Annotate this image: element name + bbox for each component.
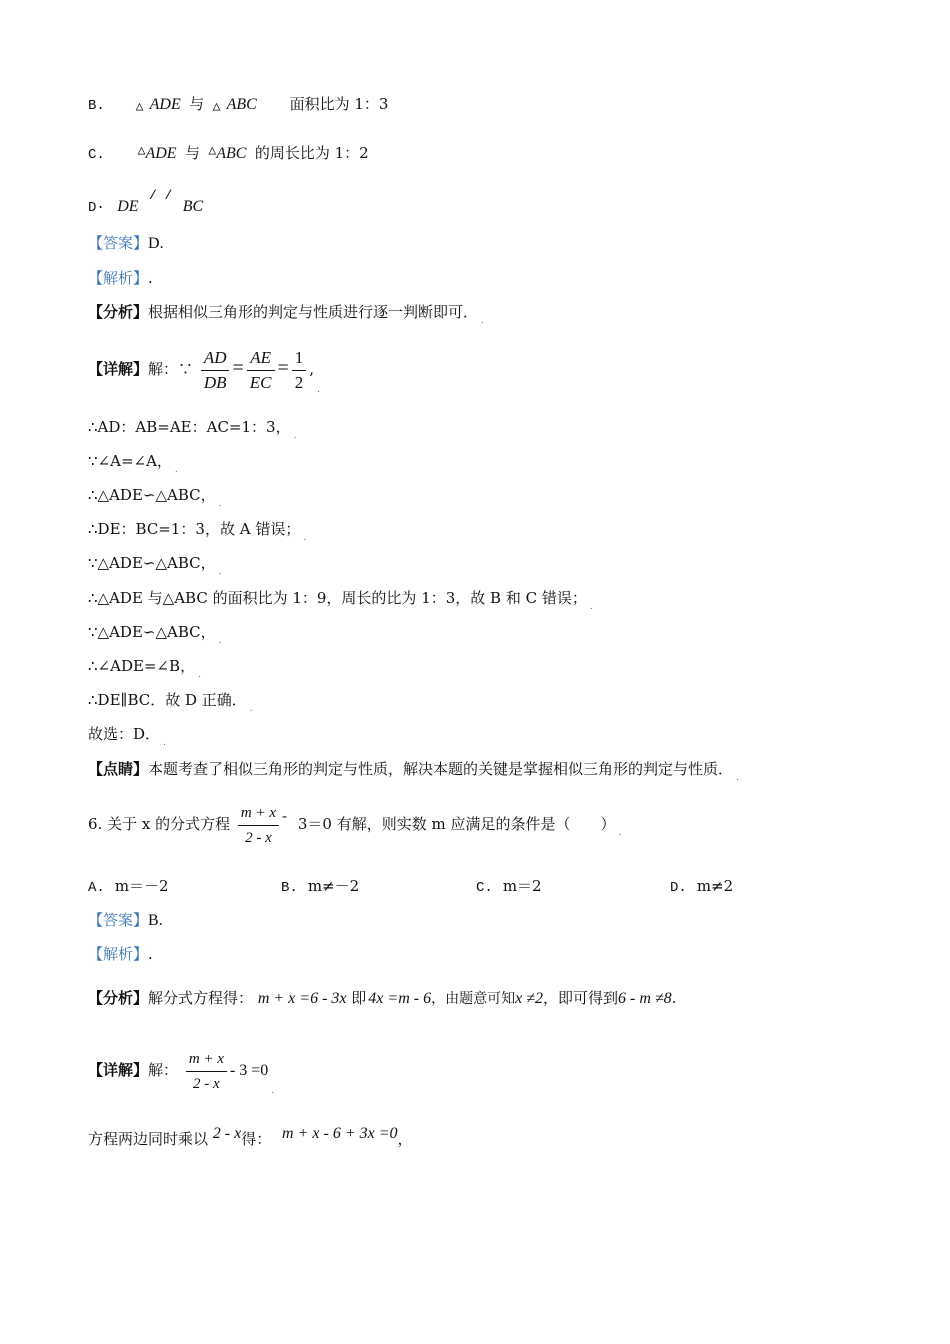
jiexi-tail: . [148,945,153,963]
answer-value: B. [148,912,163,929]
tri-label: ADE [145,145,177,162]
step-text: ∴△ADE∽△ABC， [88,486,216,504]
jiexi-tail: . [148,269,153,287]
triangle-icon: △ [208,143,217,158]
xiangjie-text: 解：∵ [148,360,194,378]
math-expr: 4x =m - 6 [368,990,432,1007]
q6-multiply-line [88,1124,413,1149]
para-mark: . [481,316,484,326]
math-expr: 6 - m ≠8 [617,990,672,1007]
para-mark: . [174,465,178,475]
q5-step-3 [88,485,221,514]
option-text: 的周长比为 1：2 [254,144,369,162]
q5-step-5 [88,553,221,582]
frac-den: DB [203,372,227,392]
segment-bc: BC [182,198,204,215]
para-mark: . [736,773,739,783]
option-letter: C. [476,880,493,896]
jiexi-label: 【解析】 [88,945,149,963]
equation-tail: - 3 =0 [229,1062,269,1079]
fraction-m-plus-x [238,801,279,850]
q6-option-d [670,876,733,898]
connector-text: 与 [184,144,200,162]
q5-xiangjie [88,343,320,415]
fraction-one-half [292,346,307,395]
para-mark: . [271,1086,275,1096]
para-mark: . [218,499,222,509]
minus: - [281,807,288,825]
triangle-icon: △ [137,143,146,158]
option-letter: D. [670,880,687,896]
q6-answer [88,910,163,931]
fraction-ae-ec [247,346,275,395]
fraction-ad-db [201,346,230,395]
frac-num: m + x [238,801,279,826]
fenxi-mid3: ，即可得到 [542,989,618,1007]
tri-label: ABC [226,96,257,113]
connector-text: 与 [189,95,205,113]
math-expr: x ≠2 [515,990,543,1007]
tri-label: ABC [216,145,247,162]
q5-dianjing [88,759,739,788]
para-mark: . [317,385,320,395]
fenxi-mid1: 即 [351,989,367,1007]
fenxi-mid2: ，由题意可知 [431,991,516,1007]
comma: , [309,360,315,378]
step-text: ∴AD：AB=AE：AC=1：3， [88,418,291,436]
q5-jiexi [88,268,153,288]
stem-pre: 6. 关于 x 的分式方程 [88,815,231,833]
fenxi-end: . [671,989,677,1007]
frac-num: 1 [292,346,307,371]
q5-step-6 [88,588,593,617]
para-mark: . [218,636,222,646]
step-text: ∴DE∥BC．故 D 正确． [88,691,247,709]
step-text: ∵△ADE∽△ABC， [88,554,216,572]
option-c-prev [88,141,369,165]
option-b-prev: B. △ ADE 与 △ ABC 面积比为 1：3 [88,95,389,114]
parallel-symbol: / / [148,188,173,203]
q5-step-4 [88,519,306,548]
q6-jiexi [88,944,153,964]
frac-den: 2 [294,372,304,392]
q5-step-2 [88,451,178,480]
last-end: ， [397,1130,413,1148]
step-text: ∵△ADE∽△ABC， [88,623,216,641]
fenxi-text: 根据相似三角形的判定与性质进行逐一判断即可． [148,303,479,321]
equals: = [232,357,244,379]
para-mark: . [163,738,166,748]
xiangjie-label: 【详解】 [88,360,149,378]
option-text: m≠－2 [307,877,360,895]
para-mark: . [293,431,297,441]
math-expr: m + x =6 - 3x [257,990,347,1007]
q6-option-a [88,876,169,898]
jiexi-label: 【解析】 [88,269,149,287]
q6-option-c [476,876,542,898]
math-expr: 2 - x [212,1125,242,1142]
frac-den: EC [249,372,272,392]
option-letter: C. [88,147,105,163]
fenxi-pre: 解分式方程得： [148,989,254,1007]
dianjing-text: 本题考查了相似三角形的判定与性质，解决本题的关键是掌握相似三角形的判定与性质． [148,760,734,778]
step-text: 故选：D． [88,725,161,743]
frac-den: 2 - x [245,829,272,846]
segment-de: DE [117,198,139,215]
answer-label: 【答案】 [88,911,149,929]
para-mark: . [198,670,201,680]
fenxi-label: 【分析】 [88,303,149,321]
math-expr: m + x - 6 + 3x =0 [282,1125,398,1142]
xiangjie-label: 【详解】 [88,1061,149,1079]
option-letter: B. [281,880,298,896]
q6-xiangjie [88,1044,274,1117]
q5-step-8 [88,656,201,685]
step-text: ∵∠A=∠A， [88,452,172,470]
equals: = [277,357,289,379]
last-mid: 得： [241,1130,272,1148]
step-text: ∴DE：BC=1：3，故 A 错误； [88,520,301,538]
q5-step-7 [88,622,221,651]
tri-label: ADE [149,96,181,113]
frac-den: 2 - x [193,1075,220,1092]
q6-fenxi [88,988,676,1009]
option-text: m＝－2 [114,877,169,895]
xiangjie-text: 解： [148,1061,179,1079]
para-mark: . [249,704,253,714]
option-letter: A. [88,880,105,896]
dianjing-label: 【点睛】 [88,760,149,778]
q5-step-1 [88,417,296,446]
option-text: m≠2 [696,877,734,895]
q5-fenxi [88,302,484,331]
para-mark: . [303,533,307,543]
q6-option-b [281,876,359,898]
stem-post: 3＝0 有解，则实数 m 应满足的条件是（ ） [297,815,616,833]
option-d-prev [88,186,203,218]
q6-stem [88,791,621,858]
para-mark: . [589,602,593,612]
last-pre: 方程两边同时乘以 [88,1130,209,1148]
answer-label: 【答案】 [88,234,149,252]
fraction-equation [186,1047,227,1096]
para-mark: . [618,828,622,838]
q5-step-9 [88,690,253,719]
step-text: ∴△ADE 与△ABC 的面积比为 1：9，周长的比为 1：3，故 B 和 C 错误； [88,589,587,607]
frac-num: AE [247,346,275,371]
q5-step-10 [88,724,166,753]
step-text: ∴∠ADE=∠B， [88,657,196,675]
option-text: 面积比为 1：3 [289,95,389,113]
option-letter: D· [88,200,105,216]
frac-num: AD [201,346,230,371]
answer-value: D. [148,235,164,252]
q5-answer [88,233,164,254]
option-letter: B. [88,98,105,114]
fenxi-label: 【分析】 [88,989,149,1007]
option-text: m＝2 [502,877,542,895]
frac-num: m + x [186,1047,227,1072]
para-mark: . [218,567,222,577]
